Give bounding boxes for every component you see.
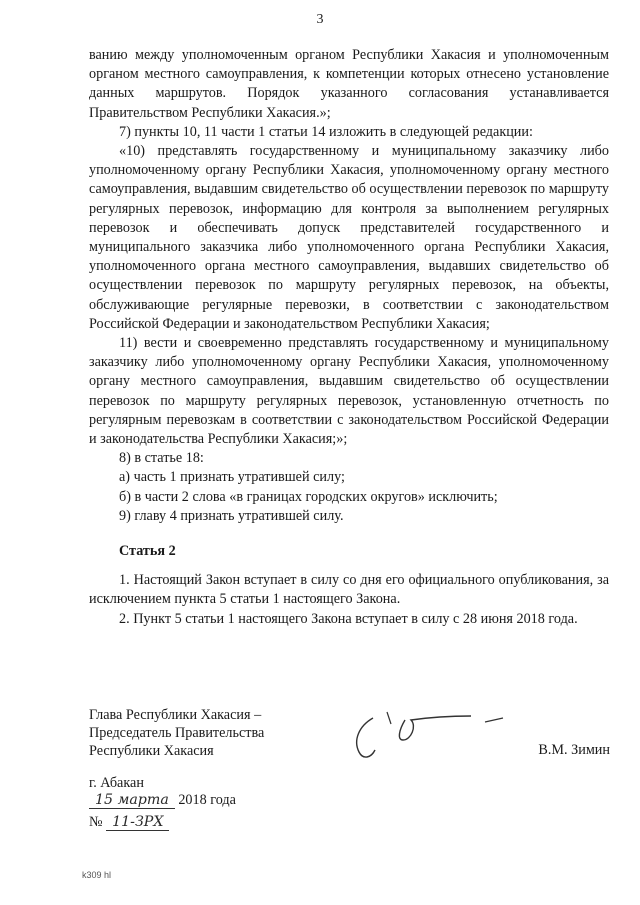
document-body [89, 46, 609, 629]
article-heading: Статья 2 [119, 543, 176, 560]
paragraph: 11) вести и своевременно представлять государственному и муниципальному заказчику либо уполномоченному органу Республики Хакасия, уполномоченному органу местного самоуправления, выдавшим свидетельство об осуществлении перевозок по маршруту регулярных перевозок, установленную отчетность по регулярным перевозкам в соответствии с законодательством Российской Федерации и законодательства Республики Хакасия;»; [89, 335, 609, 448]
paragraph: «10) представлять государственному и муниципальному заказчику либо уполномоченному органу Республики Хакасия, уполномоченному органу местного самоуправления, выдавшим свидетельство об осуществлении перевозок по маршруту регулярных перевозок, информацию для контроля за выполнением регулярных перевозок и обеспечивать допуск представителей государственного и муниципального заказчика либо уполномоченного органа Республики Хакасия, уполномоченного органа местного самоуправления, выдавших свидетельство об осуществлении перевозок по маршруту регулярных перевозок, на объекты, обслуживающие регулярные перевозки, в соответствии с законодательством Российской Федерации и законодательством Республики Хакасия; [89, 143, 609, 332]
page-number: 3 [316, 12, 324, 27]
paragraph: 7) пункты 10, 11 части 1 статьи 14 изложить в следующей редакции: [119, 123, 533, 140]
city: г. Абакан [89, 775, 144, 791]
number-prefix: № [89, 814, 103, 830]
paragraph: 9) главу 4 признать утратившей силу. [119, 507, 344, 524]
article-paragraph: 1. Настоящий Закон вступает в силу со дня его официального опубликования, за исключением пункта 5 статьи 1 настоящего Закона. [89, 572, 609, 608]
handwritten-signature [345, 700, 515, 770]
handwritten-date: 15 марта [89, 792, 175, 809]
signing-date [89, 792, 236, 809]
signatory-title-line: Республики Хакасия [89, 743, 214, 759]
signatory-title [89, 706, 264, 760]
article-paragraph: 2. Пункт 5 статьи 1 настоящего Закона вступает в силу с 28 июня 2018 года. [119, 610, 578, 627]
footer-code: k309 hl [82, 870, 112, 880]
law-number [89, 814, 169, 831]
paragraph: 8) в статье 18: [119, 450, 204, 467]
signatory-name: В.М. Зимин [538, 742, 610, 758]
date-suffix: 2018 года [178, 792, 236, 808]
signatory-title-line: Председатель Правительства [89, 725, 265, 741]
paragraph: а) часть 1 признать утратившей силу; [119, 469, 345, 486]
handwritten-number: 11-ЗРХ [106, 814, 169, 831]
paragraph: ванию между уполномоченным органом Республики Хакасия и уполномоченным органом местного самоуправления, к компетенции которых отнесено установление данных маршрутов. Порядок указанного согласования устанавливается Правительством Республики Хакасия.»; [89, 47, 609, 121]
paragraph: б) в части 2 слова «в границах городских округов» исключить; [119, 488, 498, 505]
signatory-title-line: Глава Республики Хакасия – [89, 707, 262, 723]
